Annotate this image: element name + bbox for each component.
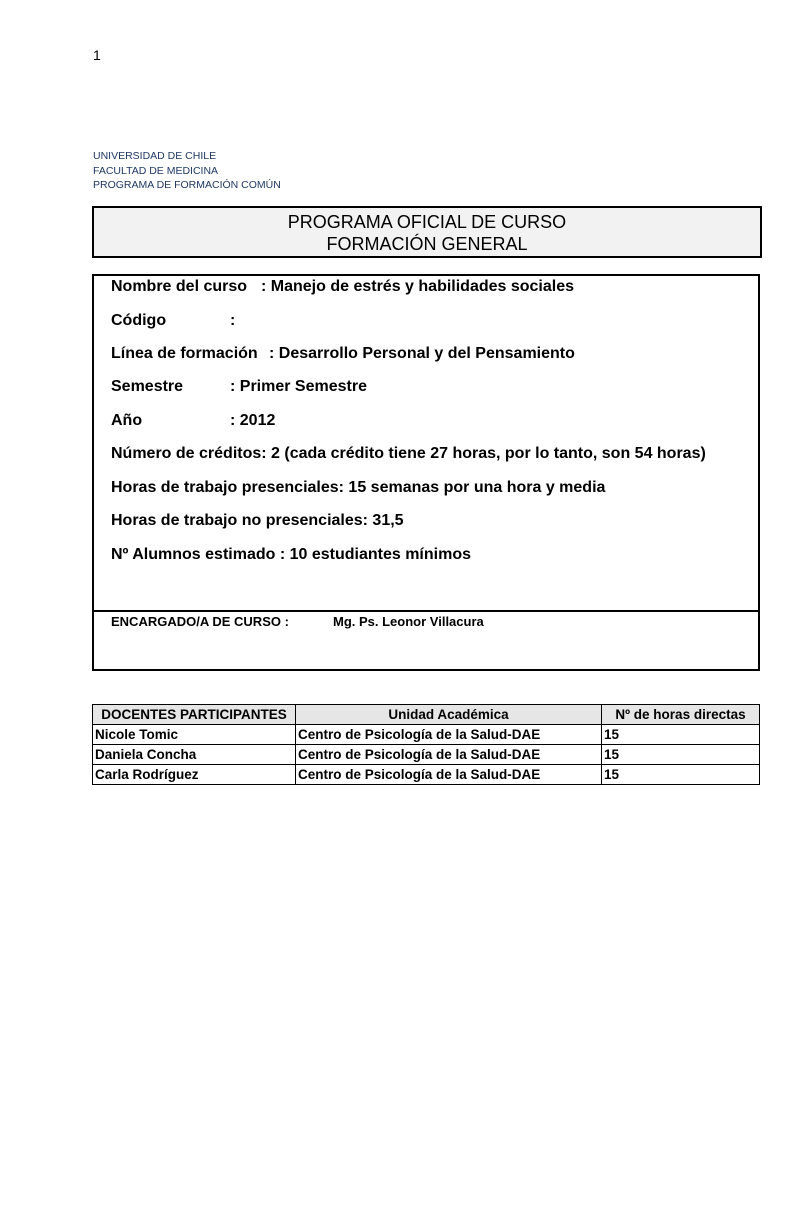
remote-hours-field: Horas de trabajo no presenciales: 31,5	[111, 512, 404, 529]
teacher-name: Nicole Tomic	[93, 725, 296, 745]
course-code-value: :	[230, 312, 236, 329]
teacher-unit: Centro de Psicología de la Salud-DAE	[296, 765, 602, 785]
table-header-row	[93, 705, 760, 725]
header-direct-hours: Nº de horas directas	[602, 705, 760, 725]
course-name-value: : Manejo de estrés y habilidades sociales	[261, 278, 575, 295]
table-row	[93, 745, 760, 765]
teacher-name: Daniela Concha	[93, 745, 296, 765]
year-label: Año	[111, 412, 143, 429]
teacher-unit: Centro de Psicología de la Salud-DAE	[296, 745, 602, 765]
training-line-value: : Desarrollo Personal y del Pensamiento	[269, 345, 575, 362]
teacher-hours: 15	[602, 765, 760, 785]
course-code-field	[111, 312, 235, 330]
course-manager-label: ENCARGADO/A DE CURSO :	[111, 614, 289, 629]
faculty-name: FACULTAD DE MEDICINA	[93, 164, 219, 177]
header-teachers: DOCENTES PARTICIPANTES	[93, 705, 296, 725]
course-code-label: Código	[111, 312, 167, 329]
semester-label: Semestre	[111, 378, 184, 395]
course-manager-value: Mg. Ps. Leonor Villacura	[333, 614, 484, 629]
students-field: Nº Alumnos estimado : 10 estudiantes mínimos	[111, 546, 471, 563]
course-name-label: Nombre del curso	[111, 278, 248, 295]
year-value: : 2012	[230, 412, 276, 429]
title-line-1: PROGRAMA OFICIAL DE CURSO	[287, 212, 567, 232]
year-field	[111, 412, 275, 430]
university-name: UNIVERSIDAD DE CHILE	[93, 150, 217, 162]
teacher-unit: Centro de Psicología de la Salud-DAE	[296, 725, 602, 745]
teacher-hours: 15	[602, 725, 760, 745]
in-person-hours-field: Horas de trabajo presenciales: 15 semanas por una hora y media	[111, 479, 606, 496]
teacher-name: Carla Rodríguez	[93, 765, 296, 785]
header-academic-unit: Unidad Académica	[296, 705, 602, 725]
teachers-table	[92, 704, 760, 785]
semester-value: : Primer Semestre	[230, 378, 367, 395]
info-divider	[92, 610, 760, 612]
table-row	[93, 725, 760, 745]
document-title	[92, 206, 762, 258]
credits-field: Número de créditos: 2 (cada crédito tiene 27 horas, por lo tanto, son 54 horas)	[111, 445, 706, 462]
course-name-field	[111, 278, 574, 296]
program-name: PROGRAMA DE FORMACIÓN COMÚN	[93, 179, 281, 191]
semester-field	[111, 378, 367, 396]
training-line-field	[111, 345, 575, 363]
teacher-hours: 15	[602, 745, 760, 765]
training-line-label: Línea de formación	[111, 345, 258, 362]
page-number: 1	[93, 47, 101, 63]
title-line-2: FORMACIÓN GENERAL	[326, 234, 528, 254]
table-row	[93, 765, 760, 785]
institution-header	[93, 149, 281, 193]
